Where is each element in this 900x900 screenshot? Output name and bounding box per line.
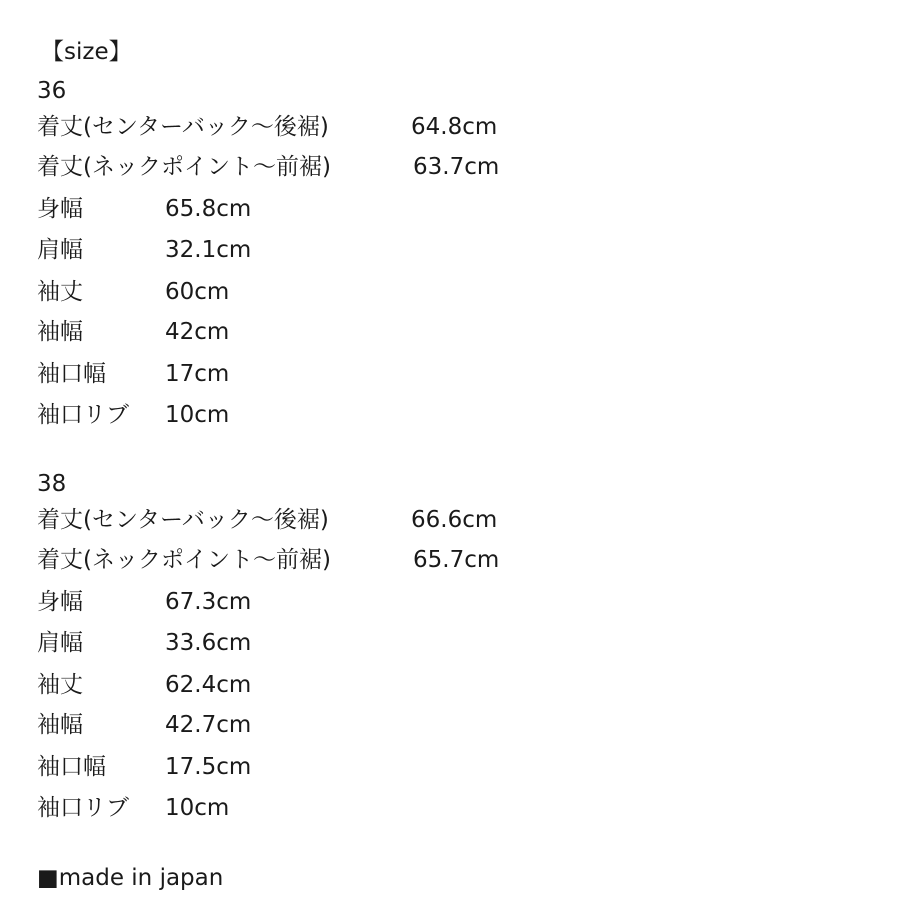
measurement-label: 着丈(センターバック～後裾) (37, 114, 329, 140)
measurement-label: 袖幅 (37, 319, 83, 345)
measurement-value: 60cm (165, 279, 230, 305)
measurement-value: 62.4cm (165, 672, 252, 698)
made-in-note: ■made in japan (37, 865, 224, 891)
measurement-value: 67.3cm (165, 589, 252, 615)
measurement-label: 袖丈 (37, 279, 83, 305)
measurement-value: 32.1cm (165, 237, 252, 263)
measurement-label: 袖口リブ (37, 795, 129, 821)
measurement-value: 10cm (165, 402, 230, 428)
measurement-label: 身幅 (37, 196, 83, 222)
measurement-value: 17.5cm (165, 754, 252, 780)
measurement-label: 袖丈 (37, 672, 83, 698)
measurement-value: 17cm (165, 361, 230, 387)
measurement-label: 袖幅 (37, 712, 83, 738)
measurement-label: 着丈(ネックポイント～前裾) (37, 154, 331, 180)
measurement-label: 身幅 (37, 589, 83, 615)
measurement-value: 42cm (165, 319, 230, 345)
measurement-value: 42.7cm (165, 712, 252, 738)
measurement-label: 着丈(センターバック～後裾) (37, 507, 329, 533)
measurement-value: 65.7cm (413, 547, 500, 573)
size-header: 【size】 (41, 39, 132, 65)
size-38-heading: 38 (37, 471, 67, 497)
size-36-heading: 36 (37, 78, 67, 104)
measurement-value: 33.6cm (165, 630, 252, 656)
measurement-label: 肩幅 (37, 630, 83, 656)
measurement-label: 袖口幅 (37, 361, 106, 387)
measurement-value: 65.8cm (165, 196, 252, 222)
size-chart-document (37, 0, 877, 900)
measurement-value: 64.8cm (411, 114, 498, 140)
measurement-label: 袖口幅 (37, 754, 106, 780)
measurement-label: 肩幅 (37, 237, 83, 263)
measurement-value: 63.7cm (413, 154, 500, 180)
measurement-value: 66.6cm (411, 507, 498, 533)
measurement-value: 10cm (165, 795, 230, 821)
measurement-label: 着丈(ネックポイント～前裾) (37, 547, 331, 573)
measurement-label: 袖口リブ (37, 402, 129, 428)
